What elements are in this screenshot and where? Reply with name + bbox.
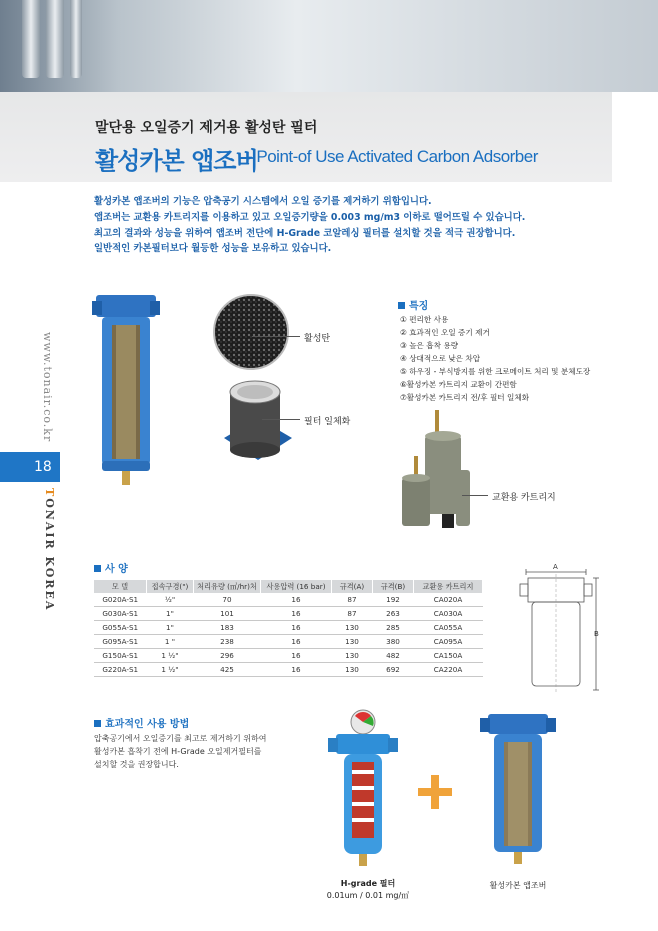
table-cell: 70	[194, 593, 261, 607]
plus-icon	[418, 775, 452, 809]
table-cell: G150A-S1	[94, 649, 147, 663]
h-grade-filter-image	[328, 708, 398, 868]
features-list	[400, 313, 590, 404]
side-brand	[40, 488, 56, 611]
callout-line	[462, 495, 488, 496]
table-row	[94, 607, 483, 621]
caption-h-grade-spec: 0.01um / 0.01 mg/㎥	[326, 891, 410, 900]
table-cell: 1"	[147, 607, 194, 621]
activated-carbon-image	[212, 293, 290, 371]
table-cell: G220A-S1	[94, 663, 147, 677]
table-cell: 16	[261, 649, 332, 663]
side-url: www.tonair.co.kr	[41, 332, 54, 443]
adsorber-image	[480, 710, 556, 868]
table-cell: CA095A	[414, 635, 483, 649]
pipe-graphic	[70, 0, 82, 78]
table-cell: 16	[261, 621, 332, 635]
adsorber-cutaway-image	[92, 295, 160, 487]
table-cell: 238	[194, 635, 261, 649]
table-cell: 296	[194, 649, 261, 663]
callout-line	[262, 419, 300, 420]
table-cell: 482	[373, 649, 414, 663]
table-cell: 130	[332, 663, 373, 677]
table-cell: G030A-S1	[94, 607, 147, 621]
table-cell: 380	[373, 635, 414, 649]
table-cell: 130	[332, 621, 373, 635]
table-cell: G095A-S1	[94, 635, 147, 649]
spec-heading: 사 양	[94, 560, 128, 575]
brand-initial: T	[43, 488, 56, 499]
dimension-drawing	[512, 566, 602, 696]
feature-item: ① 편리한 사용	[400, 315, 449, 324]
table-cell: 87	[332, 607, 373, 621]
table-cell: CA020A	[414, 593, 483, 607]
table-cell: G020A-S1	[94, 593, 147, 607]
table-row	[94, 649, 483, 663]
table-cell: 1 ½"	[147, 663, 194, 677]
intro-line: 활성카본 앱조버의 기능은 압축공기 시스템에서 오일 증기를 제거하기 위함입니다.	[94, 196, 432, 207]
column-header: 접속구경(")	[147, 580, 194, 593]
page-title: 활성카본 앱조버	[95, 147, 258, 175]
callout-line	[252, 336, 300, 337]
table-cell: G055A-S1	[94, 621, 147, 635]
table-cell: ½"	[147, 593, 194, 607]
pipe-graphic	[22, 0, 40, 78]
callout-cartridge: 교환용 카트리지	[492, 493, 556, 503]
intro-line: 앱조버는 교환용 카트리지를 이용하고 있고 오일증기량을 0.003 mg/m3 이하로 떨어뜨릴 수 있습니다.	[94, 211, 526, 223]
features-heading: 특징	[398, 297, 428, 312]
table-cell: 692	[373, 663, 414, 677]
method-text	[94, 732, 266, 771]
dimension-label-b: B	[594, 630, 599, 638]
table-cell: 16	[261, 663, 332, 677]
table-row	[94, 635, 483, 649]
callout-filter: 필터 일체화	[304, 417, 351, 427]
caption-h-grade: H-grade 필터	[340, 879, 396, 888]
table-row	[94, 621, 483, 635]
table-cell: 16	[261, 593, 332, 607]
table-cell: 285	[373, 621, 414, 635]
column-header: 규격(A)	[332, 580, 373, 593]
table-cell: 130	[332, 649, 373, 663]
table-row	[94, 593, 483, 607]
method-line: 활성카본 흡착기 전에 H-Grade 오일제거필터를	[94, 747, 262, 756]
table-cell: 192	[373, 593, 414, 607]
feature-item: ④ 상대적으로 낮은 차압	[400, 354, 481, 363]
top-banner	[0, 0, 658, 92]
page-title-english: - Point-of Use Activated Carbon Adsorber	[247, 147, 538, 166]
intro-line: 최고의 결과와 성능을 위하여 앱조버 전단에 H-Grade 코알레싱 필터를 설치할 것을 적극 권장합니다.	[94, 227, 516, 239]
method-line: 설치할 것을 권장합니다.	[94, 760, 179, 769]
table-cell: 425	[194, 663, 261, 677]
table-cell: 1 ½"	[147, 649, 194, 663]
table-cell: 16	[261, 607, 332, 621]
pipe-graphic	[46, 0, 64, 78]
page-number: 18	[0, 452, 60, 482]
table-row	[94, 663, 483, 677]
feature-item: ② 효과적인 오일 증기 제거	[400, 328, 490, 337]
table-cell: CA055A	[414, 621, 483, 635]
method-line: 압축공기에서 오일증기를 최고로 제거하기 위하여	[94, 734, 267, 743]
table-cell: 183	[194, 621, 261, 635]
header-band	[0, 92, 612, 182]
spec-table	[94, 580, 483, 677]
table-cell: CA030A	[414, 607, 483, 621]
table-cell: 101	[194, 607, 261, 621]
table-cell: CA220A	[414, 663, 483, 677]
filter-element-image	[218, 378, 296, 464]
column-header: 처리유량 (㎥/hr)처	[194, 580, 261, 593]
table-cell: 1 "	[147, 635, 194, 649]
column-header: 교환용 카트리지	[414, 580, 483, 593]
intro-text	[94, 194, 564, 257]
cartridges-image	[398, 410, 474, 532]
table-cell: 1"	[147, 621, 194, 635]
column-header: 모 델	[94, 580, 147, 593]
page-subtitle: 말단용 오일증기 제거용 활성탄 필터	[95, 120, 318, 136]
table-cell: CA150A	[414, 649, 483, 663]
table-header-row	[94, 580, 483, 593]
table-cell: 87	[332, 593, 373, 607]
callout-carbon: 활성탄	[304, 334, 331, 344]
table-cell: 16	[261, 635, 332, 649]
caption-adsorber: 활성카본 앱조버	[489, 881, 547, 890]
feature-item: ⑥활성카본 카트리지 교환이 간편함	[400, 380, 517, 389]
feature-item: ③ 높은 흡착 용량	[400, 341, 459, 350]
dimension-label-a: A	[553, 563, 558, 571]
intro-line: 일반적인 카본필터보다 월등한 성능을 보유하고 있습니다.	[94, 243, 332, 255]
table-cell: 130	[332, 635, 373, 649]
brand-rest: ONAIR KOREA	[43, 498, 56, 612]
feature-item: ⑦활성카본 카트리지 전/후 필터 일체화	[400, 393, 530, 402]
column-header: 규격(B)	[373, 580, 414, 593]
column-header: 사용압력 (16 bar)	[261, 580, 332, 593]
method-heading: 효과적인 사용 방법	[94, 715, 189, 730]
table-cell: 263	[373, 607, 414, 621]
feature-item: ⑤ 하우징 - 부식방지를 위한 크로메이트 처리 및 분체도장	[400, 367, 591, 376]
